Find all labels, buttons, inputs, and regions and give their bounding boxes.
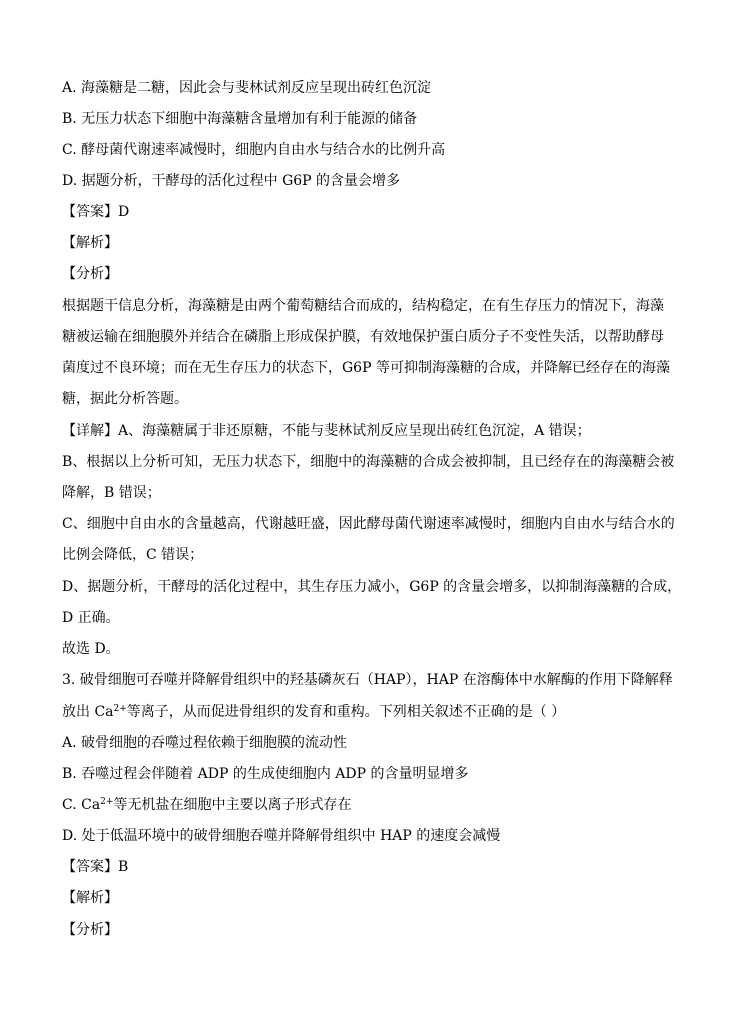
analysis-subheading: 【分析】 bbox=[62, 922, 118, 938]
conclusion-line: 故选 D。 bbox=[62, 641, 120, 657]
text-segment: 放出 Ca bbox=[62, 704, 114, 720]
option-d-line: D. 据题分析，干酵母的活化过程中 G6P 的含量会增多 bbox=[62, 173, 401, 189]
text-segment: 等无机盐在细胞中主要以离子形式存在 bbox=[113, 797, 352, 813]
analysis-heading: 【解析】 bbox=[62, 890, 118, 906]
superscript: 2+ bbox=[113, 704, 127, 714]
text-segment: 等离子，从而促进骨组织的发育和重构。下列相关叙述不正确的是（ ） bbox=[126, 704, 566, 720]
detail-line: C、细胞中自由水的含量越高，代谢越旺盛，因此酵母菌代谢速率减慢时，细胞内自由水与结合水的 bbox=[62, 516, 675, 532]
option-b-line: B. 无压力状态下细胞中海藻糖含量增加有利于能源的储备 bbox=[62, 111, 418, 127]
answer-line: 【答案】B bbox=[62, 859, 129, 875]
text-segment: C. Ca bbox=[62, 797, 101, 813]
option-a-line: A. 海藻糖是二糖，因此会与斐林试剂反应呈现出砖红色沉淀 bbox=[62, 80, 432, 96]
detail-line: D 正确。 bbox=[62, 610, 120, 626]
detail-line: B、根据以上分析可知，无压力状态下，细胞中的海藻糖的合成会被抑制，且已经存在的海藻糖会被 bbox=[62, 454, 675, 470]
option-c-line: C. 酵母菌代谢速率减慢时，细胞内自由水与结合水的比例升高 bbox=[62, 142, 446, 158]
detail-line: 【详解】A、海藻糖属于非还原糖，不能与斐林试剂反应呈现出砖红色沉淀，A 错误； bbox=[62, 423, 591, 439]
option-c-line bbox=[62, 795, 682, 815]
option-a-line: A. 破骨细胞的吞噬过程依赖于细胞膜的流动性 bbox=[62, 735, 348, 751]
question-3-line: 3. 破骨细胞可吞噬并降解骨组织中的羟基磷灰石（HAP），HAP 在溶酶体中水解酶的作用下降解释 bbox=[62, 672, 673, 688]
question-3-line bbox=[62, 702, 682, 722]
detail-line: 降解，B 错误； bbox=[62, 485, 161, 501]
option-d-line: D. 处于低温环境中的破骨细胞吞噬并降解骨组织中 HAP 的速度会减慢 bbox=[62, 828, 501, 844]
option-b-line: B. 吞噬过程会伴随着 ADP 的生成使细胞内 ADP 的含量明显增多 bbox=[62, 766, 469, 782]
analysis-subheading: 【分析】 bbox=[62, 266, 118, 282]
superscript: 2+ bbox=[100, 797, 114, 807]
analysis-paragraph-line: 根据题干信息分析，海藻糖是由两个葡萄糖结合而成的，结构稳定，在有生存压力的情况下，海藻 bbox=[62, 298, 664, 314]
analysis-paragraph-line: 糖被运输在细胞膜外并结合在磷脂上形成保护膜，有效地保护蛋白质分子不变性失活，以帮助酵母 bbox=[62, 329, 664, 345]
analysis-heading: 【解析】 bbox=[62, 235, 118, 251]
answer-line: 【答案】D bbox=[62, 204, 130, 220]
analysis-paragraph-line: 糖，据此分析答题。 bbox=[62, 391, 188, 407]
analysis-paragraph-line: 菌度过不良环境；而在无生存压力的状态下，G6P 等可抑制海藻糖的合成，并降解已经存在的海藻 bbox=[62, 360, 670, 376]
detail-line: D、据题分析，干酵母的活化过程中，其生存压力减小，G6P 的含量会增多，以抑制海藻糖的合成， bbox=[62, 579, 682, 595]
detail-line: 比例会降低，C 错误； bbox=[62, 547, 204, 563]
